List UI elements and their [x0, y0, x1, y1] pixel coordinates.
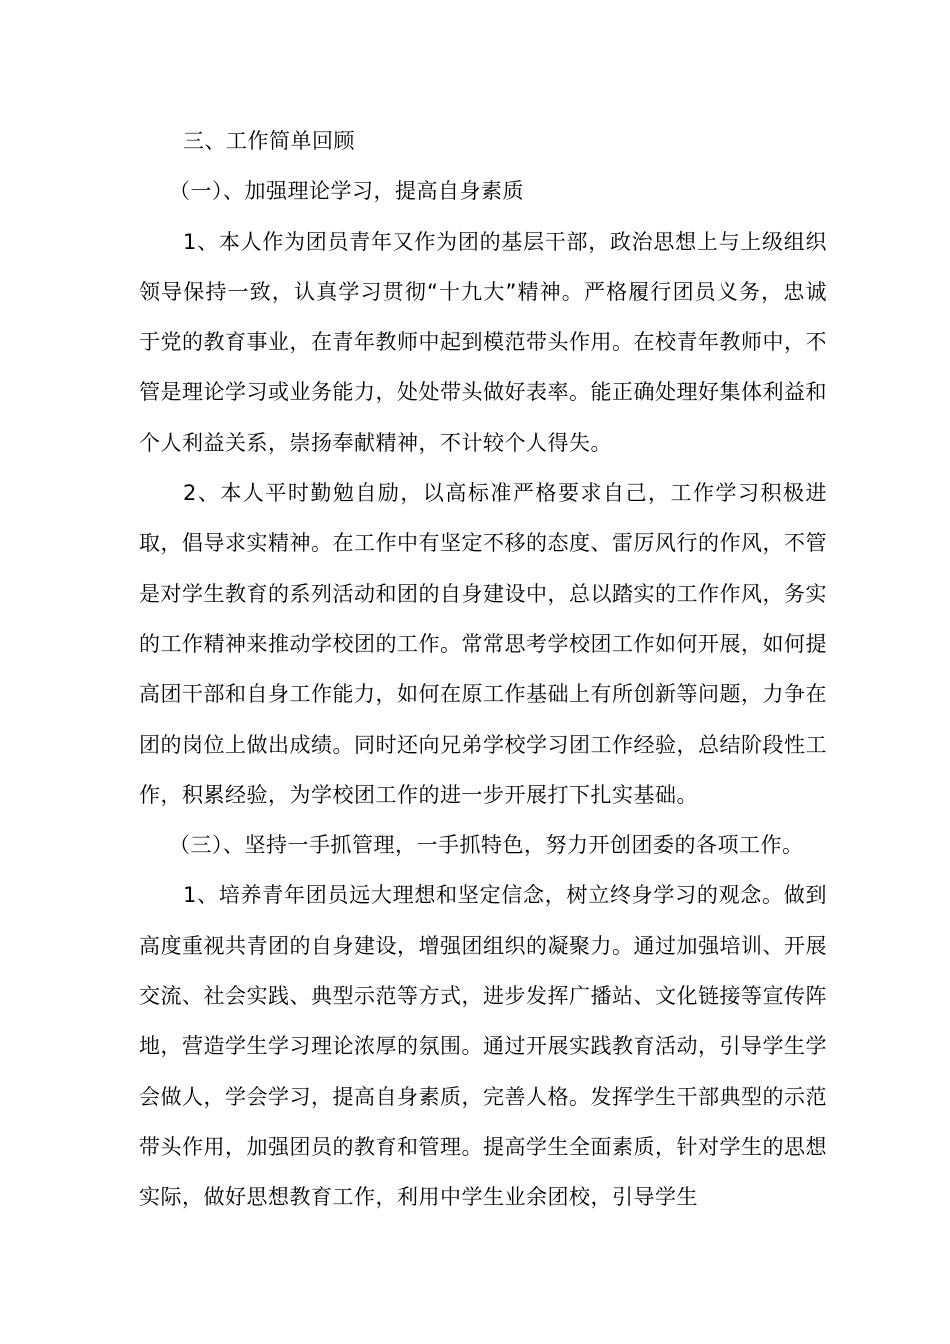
subsection-title-1: （一）、加强理论学习，提高自身素质 [169, 179, 524, 204]
paragraph-1: 1、本人作为团员青年又作为团的基层干部，政治思想上与上级组织领导保持一致，认真学习贯彻“十九大”精神。严格履行团员义务，忠诚于党的教育事业，在青年教师中起到模范带头作用。在校青年教师中，不管是理论学习或业务能力，处处带头做好表率。能正确处理好集体利益和个人利益关系，崇扬奉献精神，不计较个人得失。 [139, 229, 827, 455]
subsection-title-3: （三）、坚持一手抓管理，一手抓特色，努力开创团委的各项工作。 [169, 833, 804, 858]
paragraph-3: 1、培养青年团员远大理想和坚定信念，树立终身学习的观念。做到高度重视共青团的自身建设，增强团组织的凝聚力。通过加强培训、开展交流、社会实践、典型示范等方式，进步发挥广播站、文化链接等宣传阵地，营造学生学习理论浓厚的氛围。通过开展实践教育活动，引导学生学会做人，学会学习，提高自身素质，完善人格。发挥学生干部典型的示范带头作用，加强团员的教育和管理。提高学生全面素质，针对学生的思想实际，做好思想教育工作，利用中学生业余团校，引导学生 [139, 883, 827, 1210]
section-heading: 三、工作简单回顾 [183, 129, 355, 153]
paragraph-2: 2、本人平时勤勉自励，以高标准严格要求自己，工作学习积极进取，倡导求实精神。在工作中有坚定不移的态度、雷厉风行的作风，不管是对学生教育的系列活动和团的自身建设中，总以踏实的工作作风，务实的工作精神来推动学校团的工作。常常思考学校团工作如何开展，如何提高团干部和自身工作能力，如何在原工作基础上有所创新等问题，力争在团的岗位上做出成绩。同时还向兄弟学校学习团工作经验，总结阶段性工作，积累经验，为学校团工作的进一步开展打下扎实基础。 [139, 481, 827, 807]
document-body [139, 116, 827, 1223]
